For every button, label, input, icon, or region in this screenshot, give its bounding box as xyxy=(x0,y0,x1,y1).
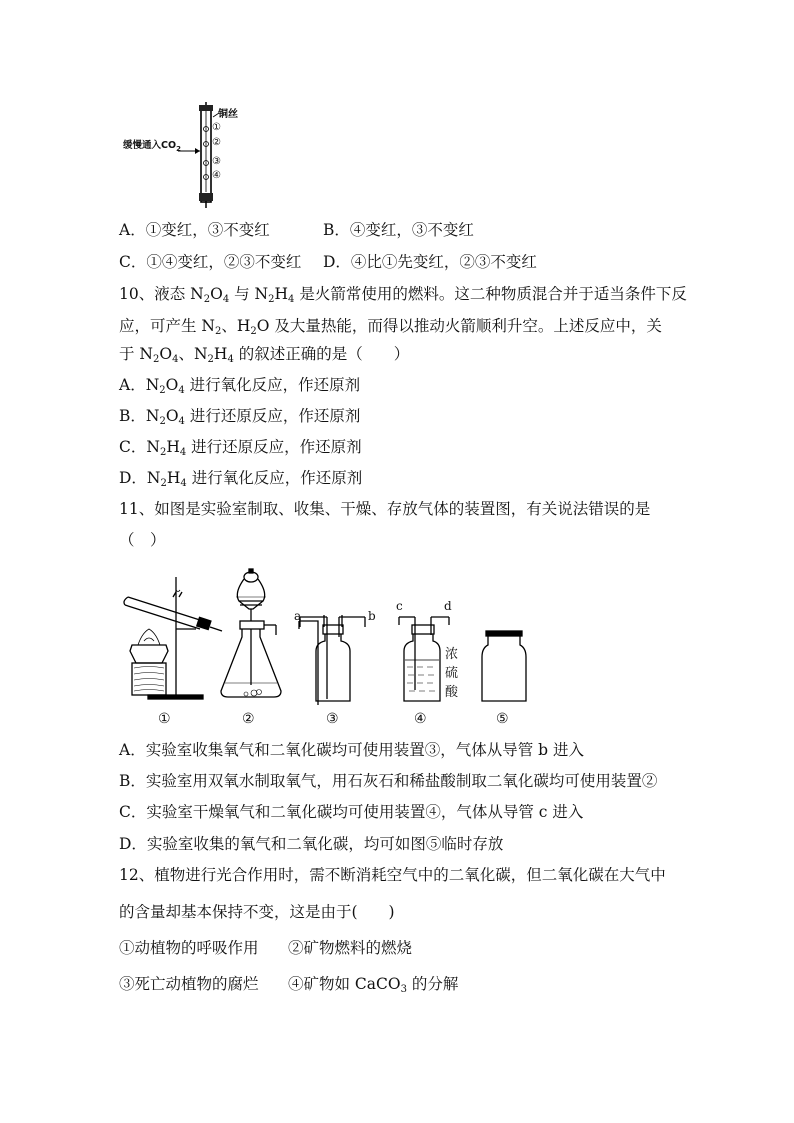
q10-option-d: D．$N_2H_4$ 进行氧化反应，作还原剂 xyxy=(119,469,363,489)
apparatus-1-label: ① xyxy=(158,711,171,727)
q12-option-1: ①动植物的呼吸作用 xyxy=(119,939,259,957)
co2-tube-figure xyxy=(118,102,258,212)
q12-option-2: ②矿物燃料的燃烧 xyxy=(288,939,413,957)
q12-stem-line2: 的含量却基本保持不变，这是由于( ) xyxy=(119,903,395,921)
q10-stem-line3: 于 $N_2O_4$、$N_2H_4$ 的叙述正确的是（ ） xyxy=(119,345,410,365)
acid-label-2: 硫 xyxy=(445,666,459,681)
wire-label: 铜丝 xyxy=(218,109,238,120)
q9-option-a: A．①变红，③不变红 xyxy=(119,221,270,239)
q12-option-3: ③死亡动植物的腐烂 xyxy=(119,975,259,993)
q11-option-c: C．实验室干燥氧气和二氧化碳均可使用装置④，气体从导管 c 进入 xyxy=(119,803,584,821)
apparatus-drawing xyxy=(118,555,538,730)
acid-label-1: 浓 xyxy=(445,647,459,662)
q10-stem-line1: 10、液态 $N_2O_4$ 与 $N_2H_4$ 是火箭常使用的燃料。这二种物质混合并于适当条件下反 xyxy=(119,285,687,305)
pos-4-label: ④ xyxy=(212,170,221,181)
q11-option-a: A．实验室收集氧气和二氧化碳均可使用装置③，气体从导管 b 进入 xyxy=(119,741,584,759)
apparatus-2-label: ② xyxy=(242,711,255,727)
pos-3-label: ③ xyxy=(212,156,221,167)
pos-1-label: ① xyxy=(212,122,221,133)
q9-option-d: D．④比①先变红，②③不变红 xyxy=(323,253,537,271)
apparatus-4-label: ④ xyxy=(414,711,427,727)
tube-d-label: d xyxy=(444,599,452,613)
gas-inlet-label: 缓慢通入$CO_2$ xyxy=(123,140,181,153)
apparatus-5-label: ⑤ xyxy=(496,711,509,727)
q12-option-4: ④矿物如 CaCO$_3$ 的分解 xyxy=(288,975,459,995)
tube-c-label: c xyxy=(396,599,403,613)
tube-a-label: a xyxy=(294,609,302,623)
q12-stem-line1: 12、植物进行光合作用时，需不断消耗空气中的二氧化碳，但二氧化碳在大气中 xyxy=(119,866,666,884)
q9-option-c: C．①④变红，②③不变红 xyxy=(119,253,302,271)
q11-option-d: D．实验室收集的氧气和二氧化碳，均可如图⑤临时存放 xyxy=(119,835,504,853)
pos-2-label: ② xyxy=(212,137,221,148)
q11-stem-line1: 11、如图是实验室制取、收集、干燥、存放气体的装置图，有关说法错误的是 xyxy=(119,500,651,518)
apparatus-figure xyxy=(118,555,538,730)
acid-label-3: 酸 xyxy=(445,685,459,700)
q10-option-b: B．$N_2O_4$ 进行还原反应，作还原剂 xyxy=(119,407,361,427)
q11-option-b: B．实验室用双氧水制取氧气，用石灰石和稀盐酸制取二氧化碳均可使用装置② xyxy=(119,772,658,790)
q10-stem-line2: 应，可产生 $N_2$、$H_2O$ 及大量热能，而得以推动火箭顺利升空。上述反应中，关 xyxy=(119,317,662,337)
q9-option-b: B．④变红，③不变红 xyxy=(323,221,474,239)
q10-option-a: A．$N_2O_4$ 进行氧化反应，作还原剂 xyxy=(119,376,361,396)
apparatus-3-label: ③ xyxy=(326,711,339,727)
tube-b-label: b xyxy=(368,609,376,623)
q10-option-c: C．$N_2H_4$ 进行还原反应，作还原剂 xyxy=(119,438,362,458)
q11-stem-line2: （ ） xyxy=(119,531,166,549)
